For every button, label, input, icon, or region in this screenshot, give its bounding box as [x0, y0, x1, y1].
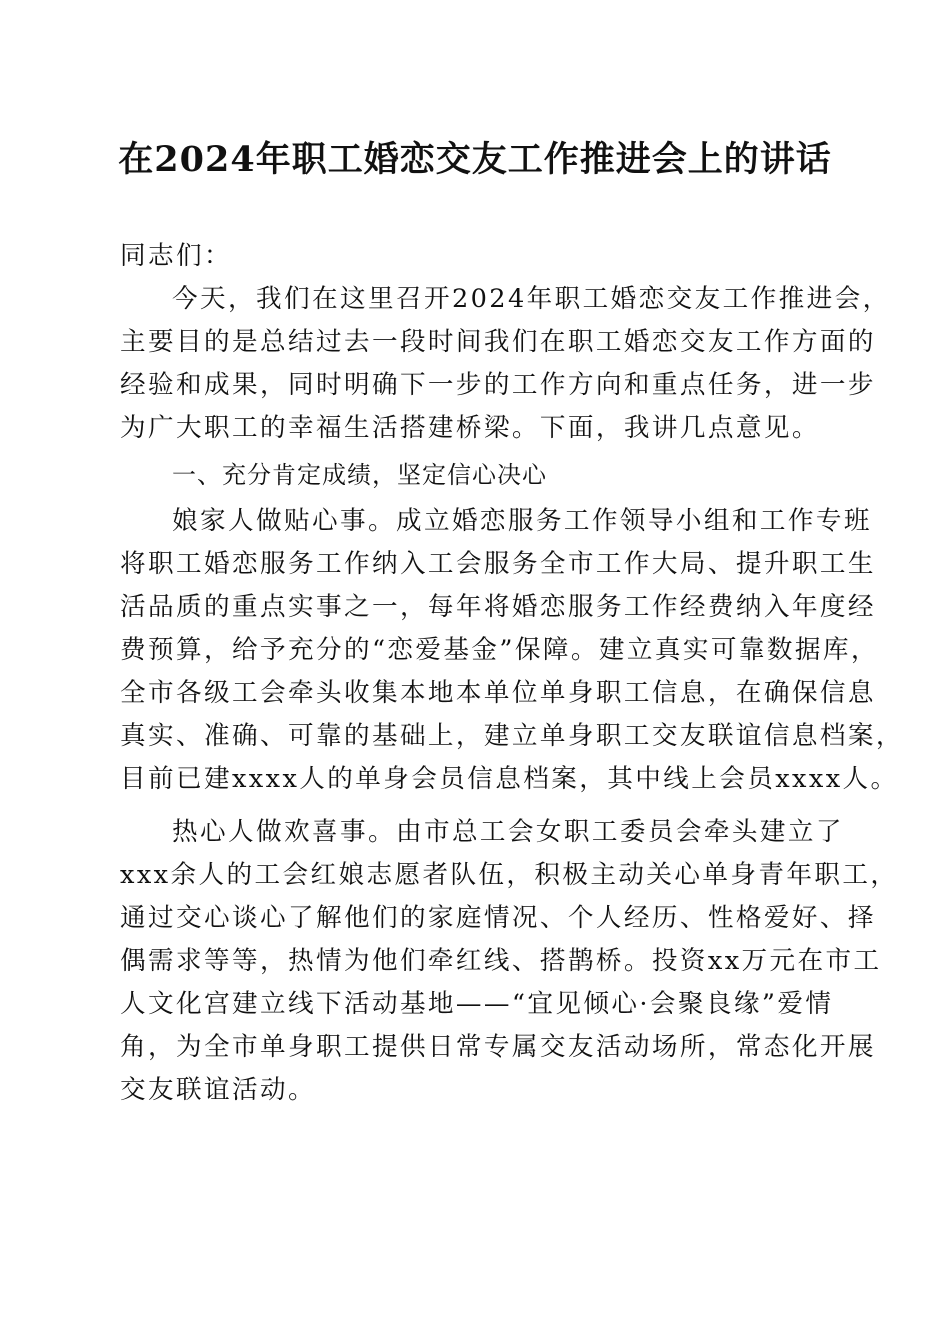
paragraph-line: 全市各级工会牵头收集本地本单位单身职工信息，在确保信息	[120, 678, 876, 708]
paragraph-line: 活品质的重点实事之一，每年将婚恋服务工作经费纳入年度经	[120, 592, 876, 622]
paragraph-line: 偶需求等等，热情为他们牵红线、搭鹊桥。投资xx万元在市工	[120, 946, 882, 976]
paragraph-line: xxx余人的工会红娘志愿者队伍，积极主动关心单身青年职工，	[120, 860, 899, 890]
paragraph-line: 费预算，给予充分的“恋爱基金”保障。建立真实可靠数据库，	[120, 635, 879, 665]
document-title: 在2024年职工婚恋交友工作推进会上的讲话	[118, 139, 832, 180]
section-heading: 一、充分肯定成绩，坚定信心决心	[172, 461, 547, 489]
paragraph-line: 将职工婚恋服务工作纳入工会服务全市工作大局、提升职工生	[120, 549, 876, 579]
paragraph-line: 热心人做欢喜事。由市总工会女职工委员会牵头建立了	[172, 817, 844, 847]
paragraph-line: 真实、准确、可靠的基础上，建立单身职工交友联谊信息档案，	[120, 721, 904, 751]
paragraph-line: 人文化宫建立线下活动基地——“宜见倾心·会聚良缘”爱情	[120, 989, 834, 1019]
intro-line: 今天，我们在这里召开2024年职工婚恋交友工作推进会，	[172, 284, 891, 314]
paragraph-line: 娘家人做贴心事。成立婚恋服务工作领导小组和工作专班	[172, 506, 872, 536]
salutation: 同志们：	[120, 241, 232, 271]
intro-line: 为广大职工的幸福生活搭建桥梁。下面，我讲几点意见。	[120, 413, 820, 443]
paragraph-line: 角，为全市单身职工提供日常专属交友活动场所，常态化开展	[120, 1032, 876, 1062]
intro-line: 经验和成果，同时明确下一步的工作方向和重点任务，进一步	[120, 370, 876, 400]
intro-line: 主要目的是总结过去一段时间我们在职工婚恋交友工作方面的	[120, 327, 876, 357]
paragraph-line: 目前已建xxxx人的单身会员信息档案，其中线上会员xxxx人。	[120, 764, 899, 794]
paragraph-line: 通过交心谈心了解他们的家庭情况、个人经历、性格爱好、择	[120, 903, 876, 933]
paragraph-line: 交友联谊活动。	[120, 1075, 316, 1105]
